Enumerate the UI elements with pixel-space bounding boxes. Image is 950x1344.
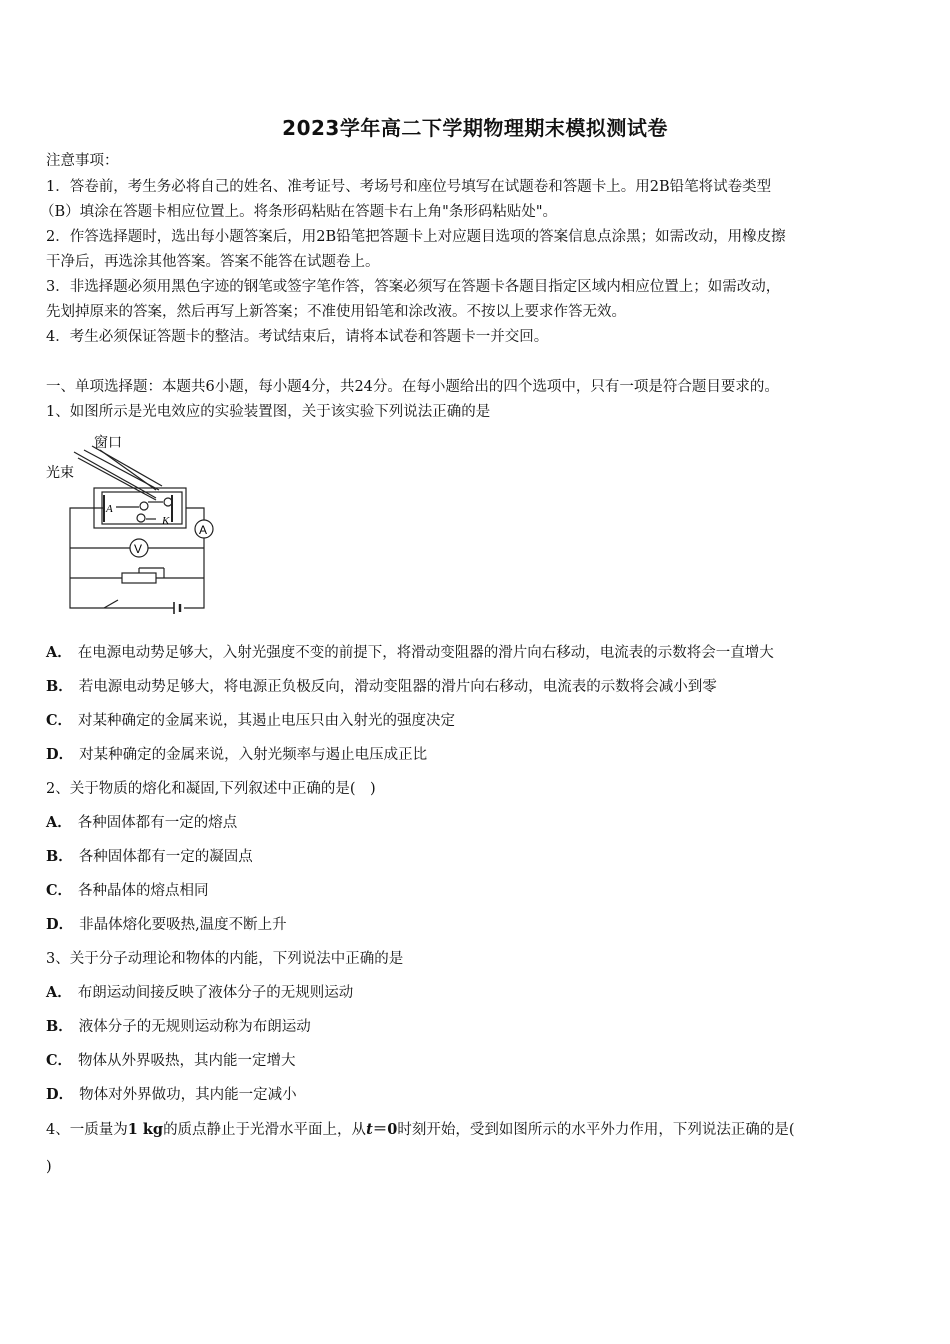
electron-icon [137, 514, 145, 522]
option-text: 各种晶体的熔点相同 [78, 883, 209, 899]
anode-label: A [106, 503, 113, 515]
notice-line: 1．答卷前，考生务必将自己的姓名、准考证号、考场号和座位号填写在试题卷和答题卡上。用2B铅笔将试卷类型 [46, 179, 772, 195]
option-text: 非晶体熔化要吸热,温度不断上升 [79, 917, 287, 933]
beam-line [84, 450, 159, 490]
switch-icon [104, 600, 118, 608]
option-item [46, 677, 717, 697]
option-text: 对某种确定的金属来说，其遏止电压只由入射光的强度决定 [78, 713, 456, 729]
option-text: 各种固体都有一定的凝固点 [78, 849, 253, 865]
notice-line: 2．作答选择题时，选出每小题答案后，用2B铅笔把答题卡上对应题目选项的答案信息点涂黑；如需改动，用橡皮擦 [46, 229, 786, 245]
notice-heading: 注意事项： [46, 153, 119, 169]
option-letter: A． [46, 984, 72, 1001]
q4-equation: ＝0 [372, 1121, 398, 1138]
option-letter: A． [46, 814, 72, 831]
option-text: 液体分子的无规则运动称为布朗运动 [78, 1019, 311, 1035]
option-letter: B． [46, 1018, 73, 1035]
cathode-label: K [162, 515, 170, 527]
section-heading: 一、单项选择题：本题共6小题，每小题4分，共24分。在每小题给出的四个选项中，只有一项是符合题目要求的。 [46, 379, 779, 395]
option-letter: A． [46, 644, 72, 661]
option-item [46, 643, 774, 663]
option-letter: C． [46, 712, 73, 729]
rheostat-icon [122, 573, 156, 583]
circuit-wire [186, 508, 204, 520]
photoelectric-circuit-figure [44, 432, 224, 616]
option-item [46, 983, 353, 1003]
electron-icon [164, 498, 172, 506]
option-item [46, 745, 427, 765]
option-text: 物体对外界做功，其内能一定减小 [79, 1087, 297, 1103]
question-stem: 2、关于物质的熔化和凝固,下列叙述中正确的是( ) [46, 781, 376, 797]
option-item [46, 813, 237, 833]
option-item [46, 711, 455, 731]
q4-text: 时刻开始，受到如图所示的水平外力作用，下列说法正确的是( [397, 1122, 795, 1138]
window-label: 窗口 [94, 434, 122, 450]
page-title: 2023学年高二下学期物理期末模拟测试卷 [282, 116, 668, 140]
beam-line [78, 458, 156, 500]
beam-line [92, 446, 162, 486]
option-item [46, 1017, 311, 1037]
notice-line: 干净后，再选涂其他答案。答案不能答在试题卷上。 [46, 254, 380, 270]
voltmeter-label: V [134, 542, 143, 556]
notice-line: 先划掉原来的答案，然后再写上新答案；不准使用铅笔和涂改液。不按以上要求作答无效。 [46, 304, 626, 320]
q4-text: 的质点静止于光滑水平面上，从 [163, 1122, 367, 1138]
notice-line: 3．非选择题必须用黑色字迹的钢笔或签字笔作答，答案必须写在答题卡各题目指定区域内相应位置上；如需改动， [46, 279, 781, 295]
q4-mass: 1 kg [127, 1121, 164, 1138]
option-text: 布朗运动间接反映了液体分子的无规则运动 [77, 985, 354, 1001]
notice-line: 4．考生必须保证答题卡的整洁。考试结束后，请将本试卷和答题卡一并交回。 [46, 329, 549, 345]
option-letter: D． [46, 746, 74, 763]
option-letter: C． [46, 1052, 73, 1069]
option-item [46, 847, 253, 867]
option-text: 在电源电动势足够大，入射光强度不变的前提下，将滑动变阻器的滑片向右移动，电流表的示数将会一直增大 [77, 645, 774, 661]
option-text: 对某种确定的金属来说，入射光频率与遏止电压成正比 [79, 747, 428, 763]
q4-close-paren: ) [46, 1159, 52, 1175]
option-letter: D． [46, 1086, 74, 1103]
q4-time-symbol: t [366, 1121, 373, 1138]
option-letter: C． [46, 882, 73, 899]
option-text: 物体从外界吸热，其内能一定增大 [78, 1053, 296, 1069]
option-item [46, 881, 209, 901]
question-stem: 3、关于分子动理论和物体的内能，下列说法中正确的是 [46, 951, 404, 967]
option-item [46, 915, 287, 935]
option-letter: B． [46, 678, 73, 695]
beam-label: 光束 [46, 464, 74, 480]
option-item [46, 1085, 297, 1105]
question-stem: 1、如图所示是光电效应的实验装置图，关于该实验下列说法正确的是 [46, 404, 491, 420]
electron-icon [140, 502, 148, 510]
ammeter-label: A [199, 523, 208, 537]
option-text: 各种固体都有一定的熔点 [77, 815, 238, 831]
question-stem [46, 1120, 795, 1140]
phototube-inner [102, 492, 182, 524]
circuit-wire [70, 508, 174, 608]
option-item [46, 1051, 296, 1071]
option-letter: D． [46, 916, 74, 933]
option-text: 若电源电动势足够大，将电源正负极反向，滑动变阻器的滑片向右移动，电流表的示数将会减小到零 [78, 679, 717, 695]
option-letter: B． [46, 848, 73, 865]
notice-line: （B）填涂在答题卡相应位置上。将条形码粘贴在答题卡右上角"条形码粘贴处"。 [40, 204, 557, 220]
q4-text: 4、一质量为 [46, 1122, 128, 1138]
